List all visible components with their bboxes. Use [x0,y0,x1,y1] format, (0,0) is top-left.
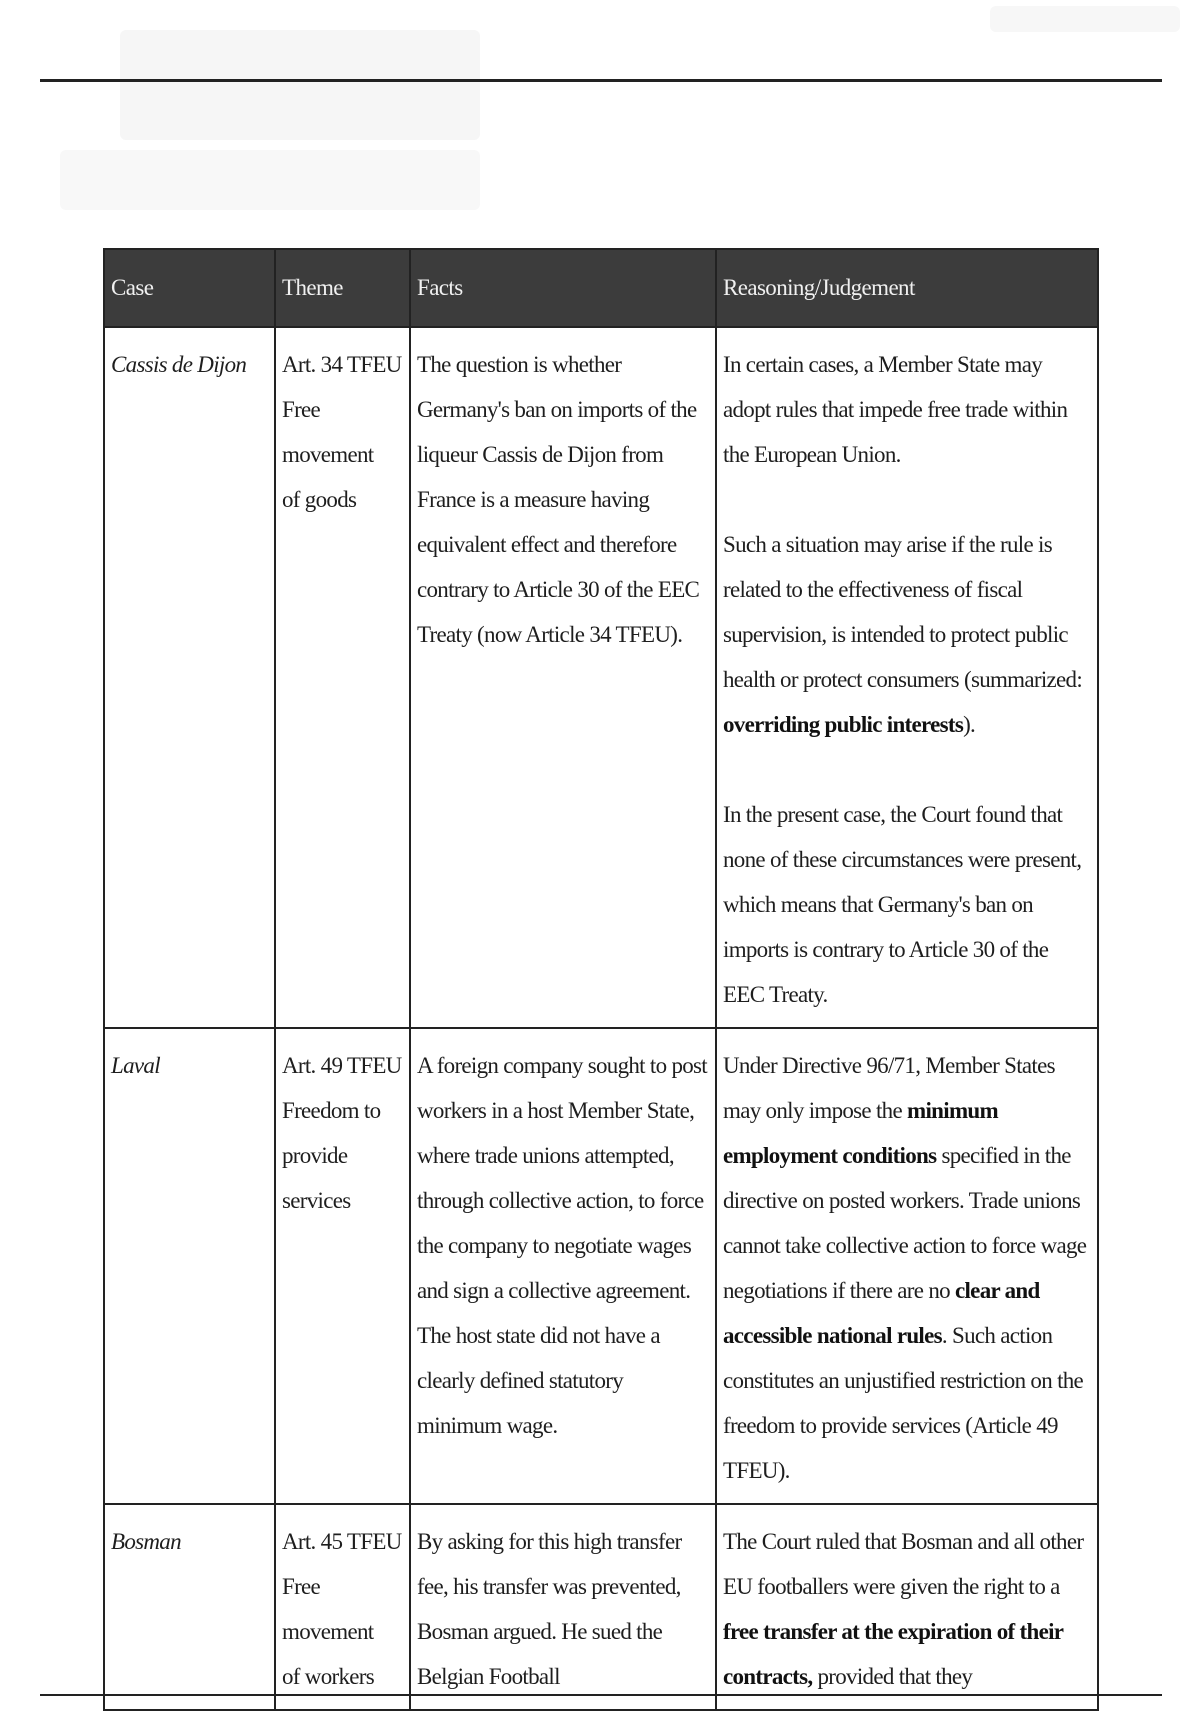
case-name: Cassis de Dijon [111,352,247,377]
facts-cell: The question is whether Germany's ban on imports of the liqueur Cassis de Dijon from France is a measure having equivalent effect and therefore contrary to Article 30 of the EEC Treaty (now Article 34 TFEU). [410,327,716,1028]
top-rule [40,79,1162,82]
paragraph-text: . Such action constitutes an unjustified restriction on the freedom to provide services (Article 49 TFEU). [723,1323,1084,1483]
reasoning-paragraph [723,792,1091,1017]
paragraph-text: provided that they [812,1664,973,1689]
emphasis-text: free transfer at the expiration of their contracts, [723,1619,1063,1689]
theme-line: provide services [282,1143,351,1213]
paragraph-text: specified in the directive on posted workers. Trade unions cannot take collective action to force wage negotiations if there are no [723,1143,1087,1303]
theme-line: Freedom to [282,1098,381,1123]
reasoning-paragraph [723,1519,1091,1699]
facts-cell: A foreign company sought to post workers in a host Member State, where trade unions attempted, through collective action, to force the company to negotiate wages and sign a collective agreement. The host state did not have a clearly defined statutory minimum wage. [410,1028,716,1504]
emphasis-text: clear and accessible national rules [723,1278,1040,1348]
paragraph-text: Such a situation may arise if the rule is related to the effectiveness of fiscal supervision, is intended to protect public health or protect consumers (summarized: [723,532,1083,692]
case-cell [104,1028,275,1504]
case-name: Laval [111,1053,160,1078]
table-row [104,327,1098,1028]
emphasis-text: minimum employment conditions [723,1098,998,1168]
paragraph-text: In certain cases, a Member State may adopt rules that impede free trade within the European Union. [723,352,1068,467]
theme-line: Art. 49 TFEU [282,1053,402,1078]
table-row [104,1028,1098,1504]
paragraph-text: In the present case, the Court found that none of these circumstances were present, which means that Germany's ban on imports is contrary to Article 30 of the EEC Treaty. [723,802,1082,1007]
theme-line: Free movement [282,1574,374,1644]
case-name: Bosman [111,1529,181,1554]
paragraph-text: ). [963,712,976,737]
theme-line: of workers [282,1664,374,1689]
column-header-case: Case [104,249,275,327]
paragraph-text: Under Directive 96/71, Member States may only impose the [723,1053,1055,1123]
theme-cell [275,327,410,1028]
theme-line: Art. 34 TFEU [282,352,402,377]
reasoning-cell [716,1504,1098,1710]
column-header-facts: Facts [410,249,716,327]
faded-text-artifact [60,150,480,210]
reasoning-paragraph [723,1043,1091,1493]
table-header-row [104,249,1098,327]
paragraph-text: The Court ruled that Bosman and all other EU footballers were given the right to a [723,1529,1084,1599]
theme-cell [275,1504,410,1710]
theme-line: of goods [282,487,357,512]
reasoning-cell [716,327,1098,1028]
bottom-rule [40,1694,1162,1696]
case-cell [104,327,275,1028]
theme-line: Free movement [282,397,374,467]
table-row [104,1504,1098,1710]
reasoning-cell [716,1028,1098,1504]
reasoning-paragraph [723,522,1091,747]
reasoning-paragraph [723,342,1091,477]
theme-line: Art. 45 TFEU [282,1529,402,1554]
column-header-reasoning: Reasoning/Judgement [716,249,1098,327]
facts-cell: By asking for this high transfer fee, his transfer was prevented, Bosman argued. He sued the Belgian Football [410,1504,716,1710]
emphasis-text: overriding public interests [723,712,964,737]
case-table [103,248,1099,1711]
faded-corner-artifact [990,6,1180,32]
column-header-theme: Theme [275,249,410,327]
case-cell [104,1504,275,1710]
faded-logo-artifact [120,30,480,140]
theme-cell [275,1028,410,1504]
